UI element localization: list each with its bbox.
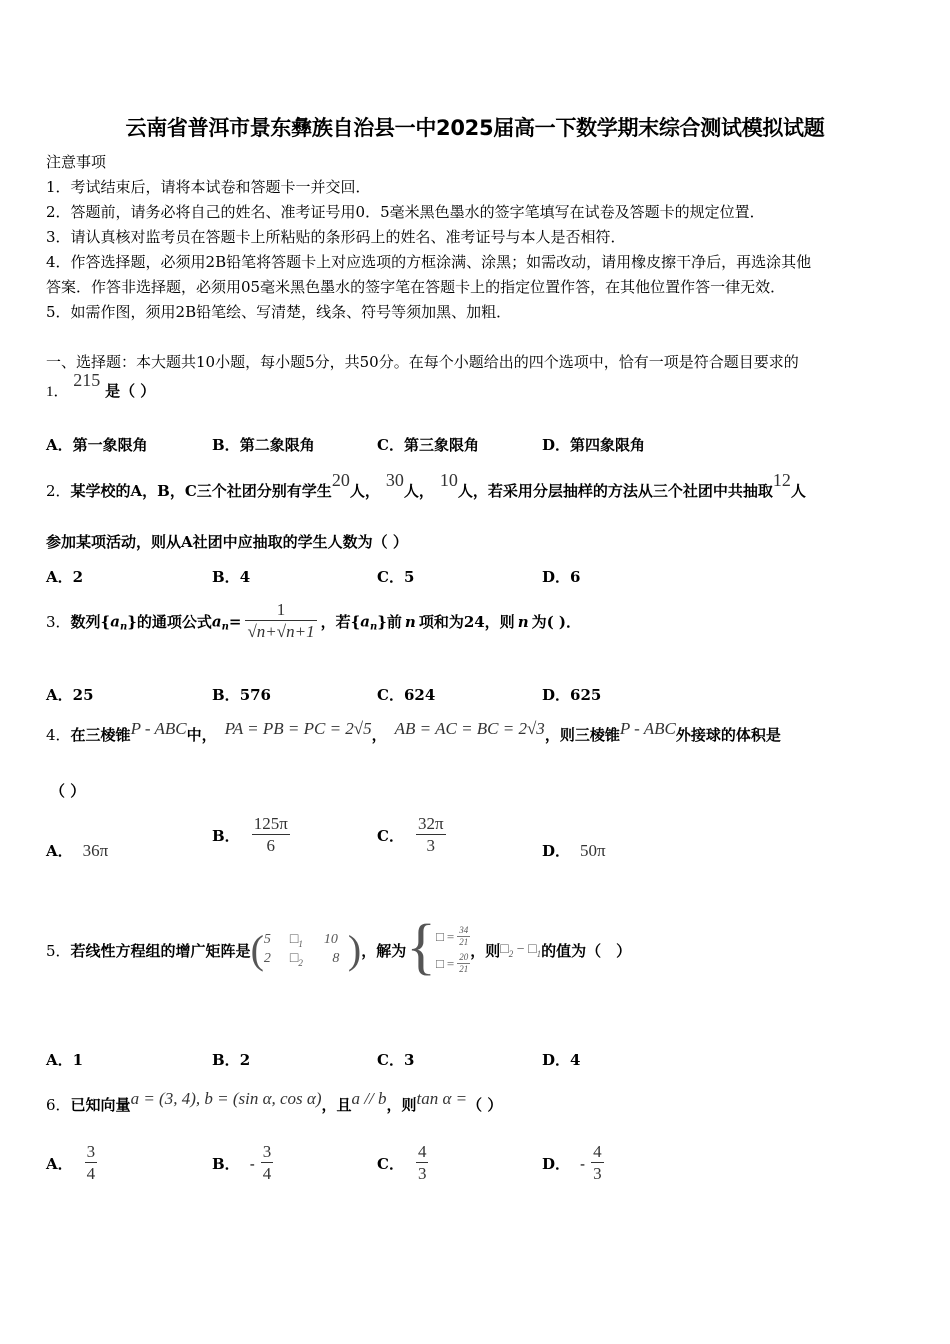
option-label: D． [542,1051,571,1069]
option-label: B． [212,1155,240,1173]
option-value: 36π [82,841,109,860]
question-text: 项和为24，则 [418,613,515,631]
math-expression: 10 [439,470,458,490]
notice-item-4a: 4．作答选择题，必须用2B铅笔将答题卡上对应选项的方框涂满、涂黑；如需改动，请用橡皮擦干净后，再选涂其他 [46,253,812,271]
math-expression: a // b [351,1089,387,1108]
question-2 [46,470,806,501]
option-label: B． [212,568,240,586]
option-value: 50π [580,841,606,860]
option-a[interactable] [46,684,94,705]
math-expression: $□_2$ − $□_1$ [500,941,542,959]
option-b[interactable] [212,684,271,705]
option-value: 2 [239,1051,251,1069]
math-expression: P - ABC [130,719,187,738]
minus-sign: - [249,1154,255,1173]
notice-item-4b: 答案．作答非选择题，必须用05毫米黑色墨水的签字笔在答题卡上的指定位置作答，在其他位置作答一律无效． [46,278,786,296]
option-value: 6 [570,568,581,586]
option-label: C． [377,1155,404,1173]
option-value: 2 [72,568,84,586]
option-value: 4 [239,568,251,586]
option-label: B． [212,1051,240,1069]
question-number: 1． [46,384,69,400]
option-label: D． [542,568,571,586]
subscript: n [369,621,378,633]
option-a[interactable] [46,1142,97,1185]
minus-sign: - [580,1154,586,1173]
variable: a [211,612,222,631]
option-a[interactable] [46,1049,83,1070]
fraction: $\frac{32\pi}{3}$ [417,814,444,855]
option-value: 4 [570,1051,581,1069]
section-heading: 一、选择题：本大题共10小题，每小题5分，共50分。在每个小题给出的四个选项中，恰有一项是符合题目要求的 [46,353,799,371]
option-c[interactable] [377,684,435,705]
question-text: 为( )． [531,613,582,631]
question-text: 是（ ） [105,382,156,400]
option-value: 625 [570,686,602,704]
question-text: 中， [186,726,217,744]
option-label: A． [46,842,73,860]
solution-system: { □ = $\frac{34}{21}$ □ = $\frac{20}{21}$ [406,913,469,981]
option-b[interactable] [212,566,250,587]
question-text: 某学校的A，B，C三个社团分别有学生 [70,482,332,500]
option-b[interactable] [212,1142,273,1185]
option-d[interactable] [542,1049,580,1070]
question-4 [46,719,781,745]
option-a[interactable] [46,434,148,455]
question-3 [46,600,581,643]
option-label: A． [46,686,73,704]
option-label: A． [46,436,73,454]
question-number: 4． [46,726,71,744]
question-text: }前 [377,613,402,631]
question-6 [46,1089,503,1115]
option-d[interactable] [542,840,606,861]
subscript: n [119,621,128,633]
option-b[interactable] [212,434,315,455]
math-expression: 20 [331,470,350,490]
option-label: D． [542,686,571,704]
question-1 [46,370,156,401]
option-label: A． [46,568,73,586]
option-d[interactable] [542,566,580,587]
variable: a [110,612,120,631]
option-c[interactable] [377,1142,428,1185]
question-number: 5． [46,941,71,960]
math-expression: AB = AC = BC = 2√3 [394,719,545,738]
option-d[interactable] [542,1142,604,1185]
augmented-matrix: ( 5 $□_1$ 10 2 $□_2$ 8 ) [250,927,362,972]
notice-item-3: 3．请认真核对监考员在答题卡上所粘贴的条形码上的姓名、准考证号与本人是否相符． [46,228,626,246]
fraction: $\frac{125\pi}{6}$ [253,814,288,855]
option-label: C． [377,568,404,586]
math-expression: PA = PB = PC = 2√5 [224,719,372,738]
fraction: $\frac{4}{3}$ [417,1142,427,1183]
option-c[interactable] [377,566,414,587]
question-text: 在三棱锥 [70,726,131,744]
fraction: $\frac{4}{3}$ [593,1142,602,1183]
math-expression: 30 [385,470,404,490]
question-text: 人，若采用分层抽样的方法从三个社团中共抽取 [457,482,773,500]
question-2-line-2: 参加某项活动，则从A社团中应抽取的学生人数为（ ） [46,533,408,551]
variable: n [517,612,529,631]
question-text: ，则三棱锥 [544,726,620,744]
option-value: 624 [403,686,436,704]
question-text: ，则 [386,1096,417,1114]
option-value: 1 [72,1051,84,1069]
question-number: 6． [46,1096,71,1114]
question-number: 2． [46,482,71,500]
page-title: 云南省普洱市景东彝族自治县一中2025届高一下数学期末综合测试模拟试题 [125,116,825,140]
option-label: B． [212,436,240,454]
question-text: ，解为 [361,941,407,960]
equals: = [228,612,242,631]
math-expression: 12 [772,470,791,490]
option-d[interactable] [542,684,601,705]
question-text: }的通项公式 [127,613,212,631]
variable: a [360,612,370,631]
option-a[interactable] [46,566,83,587]
option-label: A． [46,1051,73,1069]
subscript: n [221,621,229,633]
question-text: 人， [349,482,380,500]
question-text: 已知向量 [70,1096,131,1114]
notice-item-1: 1．考试结束后，请将本试卷和答题卡一并交回． [46,178,371,196]
option-value: 第二象限角 [239,436,315,454]
option-b[interactable] [212,1049,250,1070]
question-text: 外接球的体积是 [675,726,781,744]
question-text: ，则 [470,941,501,960]
option-b[interactable] [212,814,290,857]
question-number: 3． [46,613,71,631]
option-value: 3 [403,1051,415,1069]
math-expression: a = (3, 4), b = (sin α, cos α) [130,1089,322,1108]
math-expression: 215 [73,370,101,390]
question-text: 人 [790,482,806,500]
option-value: 25 [72,686,94,704]
option-a[interactable] [46,840,108,861]
question-text: 数列{ [70,613,111,631]
question-text: ，若{ [320,613,361,631]
option-label: D． [542,842,571,860]
fraction: $\frac{1}{√n+√n+1}$ [247,600,315,641]
math-expression: P - ABC [619,719,676,738]
option-value: 第一象限角 [72,436,148,454]
question-5 [46,900,631,1000]
option-value: 576 [239,686,271,704]
question-text: 若线性方程组的增广矩阵是 [70,941,251,960]
option-c[interactable] [377,434,479,455]
variable: n [404,612,416,631]
option-label: C． [377,827,404,845]
option-c[interactable] [377,1049,414,1070]
question-text: 的值为（ ） [541,941,632,960]
option-label: C． [377,686,404,704]
option-label: D． [542,1155,571,1173]
math-expression: tan α = [416,1089,468,1108]
option-label: B． [212,827,240,845]
option-label: C． [377,1051,404,1069]
option-value: 第四象限角 [570,436,646,454]
question-text: （ ） [467,1096,503,1114]
question-text: ，且 [321,1096,352,1114]
option-label: A． [46,1155,73,1173]
notice-item-5: 5．如需作图，须用2B铅笔绘、写清楚，线条、符号等须加黑、加粗． [46,303,512,321]
option-value: 第三象限角 [403,436,479,454]
fraction: $\frac{3}{4}$ [262,1142,272,1183]
notice-item-2: 2．答题前，请务必将自己的姓名、准考证号用0．5毫米黑色墨水的签字笔填写在试卷及答题卡的规定位置． [46,203,765,221]
option-c[interactable] [377,814,446,857]
notice-heading: 注意事项 [46,153,107,171]
question-text: ， [371,726,387,744]
option-value: 5 [403,568,415,586]
option-label: C． [377,436,404,454]
option-label: D． [542,436,571,454]
fraction: $\frac{3}{4}$ [86,1142,96,1183]
option-label: B． [212,686,240,704]
question-text: 人， [403,482,434,500]
option-d[interactable] [542,434,645,455]
question-4-line-2: （ ） [50,782,86,800]
